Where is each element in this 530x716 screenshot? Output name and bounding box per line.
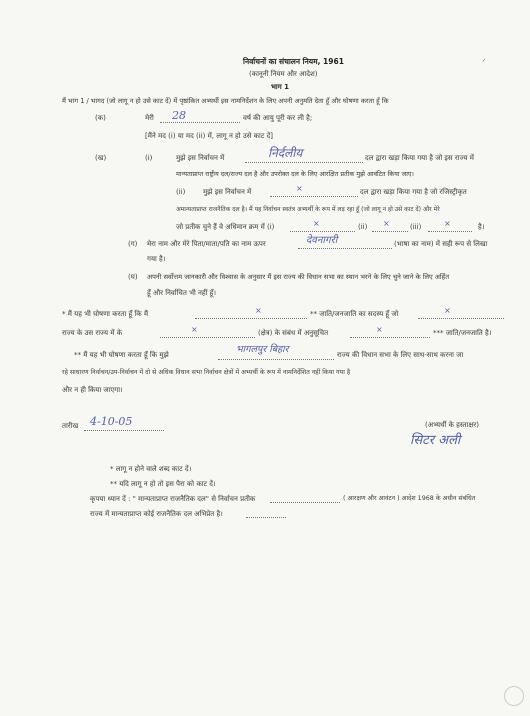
footnote-4: राज्य में मान्यताप्राप्त कोई राजनैतिक दल अभिप्रेत है। [90, 510, 223, 518]
caste-line3-pre: ** मैं यह भी घोषणा करता हूँ कि मुझे [74, 351, 169, 359]
form-title: निर्वाचनों का संचालन नियम, 1961 [243, 57, 344, 66]
party-ii-cross: × [296, 184, 303, 193]
item-b-ii-line3: जो प्रतीक चुने हैं वे अधिमान क्रम में (i) [176, 223, 275, 231]
footnote-3-post: ( आरक्षण और आवंटन ) आदेश 1968 के अधीन संबंधित [343, 495, 476, 502]
item-c-text-post: (भाषा का नाम) में सही रूप से लिखा [394, 240, 488, 248]
item-b-ii-text-pre: मुझे इस निर्वाचन में [203, 188, 252, 196]
date-underline [84, 430, 164, 431]
signature-label: (अभ्यर्थी के हस्ताक्षर) [425, 421, 480, 429]
item-b-label: (ख) [95, 154, 107, 162]
caste-line2-mid: (क्षेत्र) के संबंध में अनुसूचित [258, 329, 329, 337]
symbol-3-cross: × [444, 219, 451, 228]
age-handwritten: 28 [172, 109, 186, 122]
item-b-ii-line2: अमान्यताप्राप्त राजनैतिक दल है। मैं यह निर्वाचन स्वतंत्र अभ्यर्थी के रूप में लड़ रहा हूँ (जो लागू न हो उसे काट दें) और मेरे [176, 206, 440, 213]
symbol-2-label: (ii) [358, 223, 368, 231]
caste-line5: और न ही किया जाएगा। [62, 386, 123, 394]
footnote-3-pre: कृपया ध्यान दें : " मान्यताप्राप्त राजनैतिक दल" से निर्वाचन प्रतीक [90, 495, 256, 503]
candidate-signature: सिटर अली [410, 433, 461, 448]
declaration-intro: मैं भाग 1 / भागद (जो लागू न हो उसे काट दें) में पृष्ठांकित अभ्यर्थी इस नामनिर्देशन के लिए अपनी अनुमति देता हूँ और घोषणा करता हूँ कि [62, 97, 389, 105]
language-handwritten: देवनागरी [306, 235, 338, 246]
area-underline [160, 337, 255, 338]
item-d-label: (घ) [128, 273, 138, 281]
age-underline [160, 122, 240, 123]
item-b-i-label: (i) [145, 154, 153, 162]
caste-state-underline [418, 318, 504, 319]
scan-mark: ᐟ [482, 58, 486, 68]
item-b-ii-text-post: दल द्वारा खड़ा किया गया है जो रजिस्ट्रीकृत [360, 188, 467, 196]
symbol-1-underline [290, 231, 355, 232]
caste-line2-pre: राज्य के उस राज्य में के [62, 329, 123, 337]
caste-cross-3: × [191, 325, 198, 334]
date-label: तारीख [62, 422, 79, 430]
item-b-i-text-post: दल द्वारा खड़ा किया गया है जो इस राज्य में [365, 154, 474, 162]
footnote-3-underline [270, 502, 340, 503]
item-c-label: (ग) [128, 240, 138, 248]
item-c-line2: गया है। [147, 255, 166, 263]
form-subtitle: (कानूनी नियम और आदेश) [249, 70, 318, 78]
item-d-text: अपनी सर्वोत्तम जानकारी और विश्वास के अनुसार मैं इस राज्य की विधान सभा का स्थान भरने के लिए चुने जाने के लिए अर्हित [147, 273, 450, 281]
scan-stain [504, 686, 524, 706]
caste-underline [195, 318, 307, 319]
party-ii-underline [270, 196, 358, 197]
caste-cross-2: × [444, 306, 451, 315]
symbol-2-underline [372, 231, 408, 232]
caste-line1-pre: * मैं यह भी घोषणा करता हूँ कि मैं [62, 310, 149, 318]
state-underline [218, 359, 334, 360]
footnote-1: * लागू न होने वाले शब्द काट दें। [110, 465, 192, 473]
item-b-ii-label: (ii) [176, 188, 186, 196]
party-underline [245, 162, 363, 163]
part-heading: भाग 1 [271, 83, 289, 91]
date-handwritten: 4-10-05 [90, 415, 133, 428]
party-handwritten: निर्दलीय [268, 146, 303, 160]
symbol-1-cross: × [313, 219, 320, 228]
item-d-line2: हूँ और निर्वाचित भी नहीं हूँ। [147, 289, 217, 297]
symbol-3-underline [428, 231, 472, 232]
caste-line4: रहे साधारण निर्वाचन/उप-निर्वाचन में दो से अधिक विधान सभा निर्वाचन क्षेत्रों में अभ्यर्थी के रूप में नामनिर्देशित नहीं किया गया है [62, 369, 351, 376]
footnote-4-underline [246, 517, 286, 518]
caste-line2-post: *** जाति/जनजाति है। [433, 329, 492, 337]
language-underline [298, 248, 392, 249]
item-b-i-line2: मान्यताप्राप्त राष्ट्रीय दल/राज्य दल है और उपरोक्त दल के लिए आरक्षित प्रतीक मुझे आवंटित किया जाए। [176, 170, 414, 178]
footnote-2: ** यदि लागू न हो तो इस पैरा को काट दें। [110, 480, 216, 488]
caste-line3-post: राज्य की विधान सभा के लिए साथ-साथ करना जा [337, 351, 464, 359]
symbol-end: है। [478, 223, 485, 231]
symbol-2-cross: × [383, 219, 390, 228]
caste-line1-mid: ** जाति/जनजाति का सदस्य हूँ जो [310, 310, 399, 318]
item-c-text-pre: मेरा नाम और मेरे पिता/माता/पति का नाम ऊपर [147, 240, 266, 248]
symbol-3-label: (iii) [410, 223, 422, 231]
item-a-label: (क) [95, 114, 106, 122]
scheduled-underline [350, 337, 430, 338]
caste-cross-1: × [255, 306, 262, 315]
item-a-text-post: वर्ष की आयु पूरी कर ली है; [243, 114, 313, 122]
item-b-i-text-pre: मुझे इस निर्वाचन में [176, 154, 225, 162]
item-a-note: [मैंने मद (i) या मद (ii) में, लागू न हो उसे काट दें] [145, 132, 273, 140]
item-a-text-pre: मेरी [145, 114, 154, 122]
caste-cross-4: × [376, 325, 383, 334]
state-handwritten: भागलपुर बिहार [236, 344, 289, 355]
